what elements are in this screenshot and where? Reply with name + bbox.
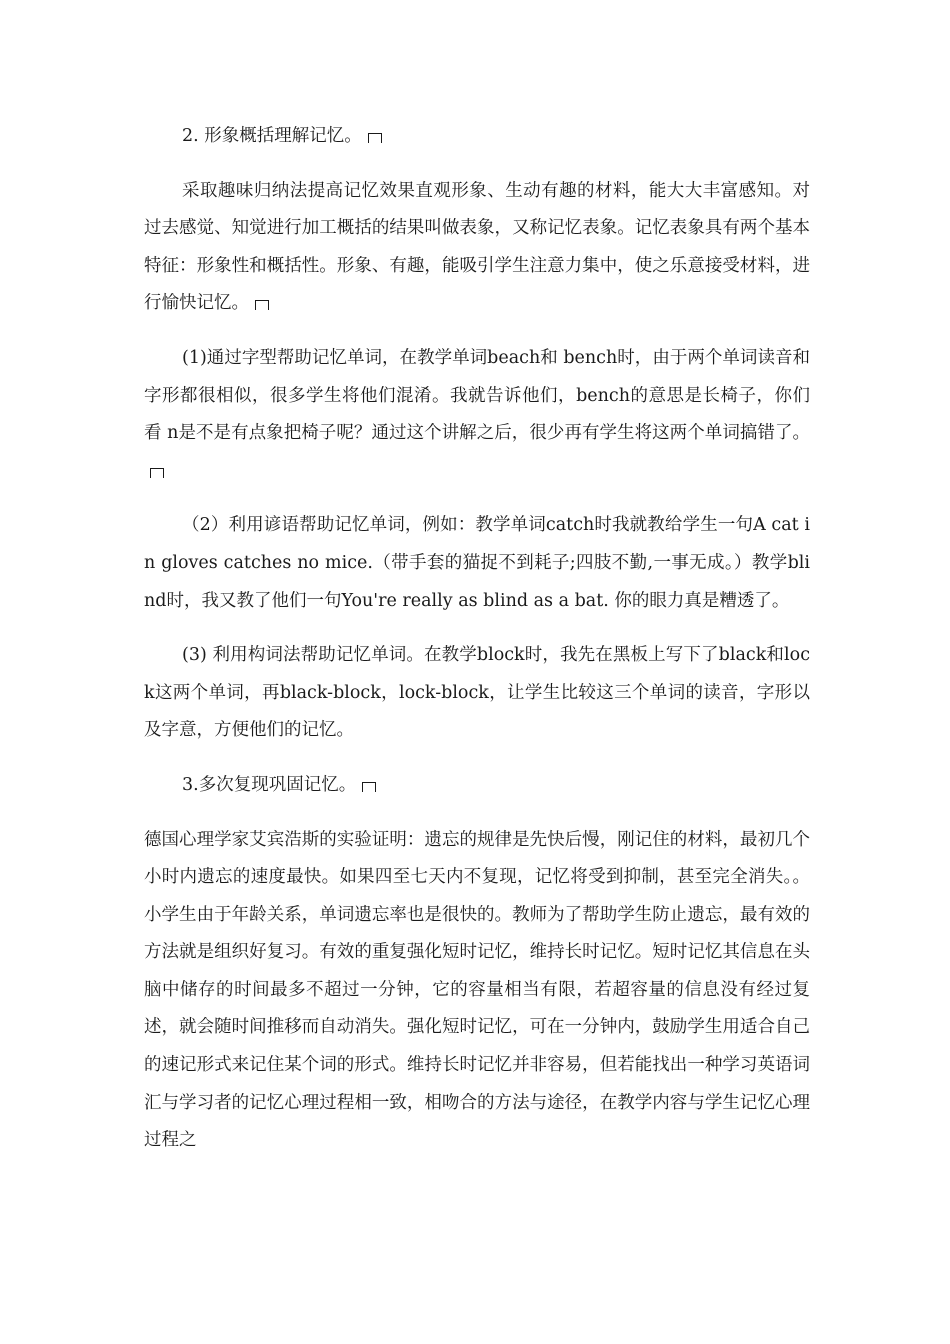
paragraph-item-2 [144, 507, 810, 620]
section-heading-2 [144, 118, 810, 156]
return-mark-icon [362, 782, 376, 792]
section-heading-3 [144, 767, 810, 805]
return-mark-icon [368, 133, 382, 143]
paragraph-review [144, 822, 810, 1160]
paragraph-text: 采取趣味归纳法提高记忆效果直观形象、生动有趣的材料，能大大丰富感知。对过去感觉、知觉进行加工概括的结果叫做表象，又称记忆表象。记忆表象具有两个基本特征：形象性和概括性。形象、有趣，能吸引学生注意力集中，使之乐意接受材料，进行愉快记忆。 [144, 180, 810, 314]
paragraph-text: (1)通过字型帮助记忆单词，在教学单词beach和 bench时，由于两个单词读音和字形都很相似，很多学生将他们混淆。我就告诉他们，bench的意思是长椅子，你们看 n是不是有点象把椅子呢？通过这个讲解之后，很少再有学生将这两个单词搞错了。 [144, 347, 810, 444]
paragraph-item-1 [144, 340, 810, 490]
return-mark-icon [150, 468, 164, 478]
paragraph-text: (3) 利用构词法帮助记忆单词。在教学block时，我先在黑板上写下了black和lock这两个单词，再black-block，lock-block，让学生比较这三个单词的读音，字形以及字意，方便他们的记忆。 [144, 645, 810, 741]
paragraph-text: 德国心理学家艾宾浩斯的实验证明：遗忘的规律是先快后慢，刚记住的材料，最初几个小时内遗忘的速度最快。如果四至七天内不复现，记忆将受到抑制，甚至完全消失。。小学生由于年龄关系，单词遗忘率也是很快的。教师为了帮助学生防止遗忘，最有效的方法就是组织好复习。有效的重复强化短时记忆，维持长时记忆。短时记忆其信息在头脑中储存的时间最多不超过一分钟，它的容量相当有限，若超容量的信息没有经过复述，就会随时间推移而自动消失。强化短时记忆，可在一分钟内，鼓励学生用适合自己的速记形式来记住某个词的形式。维持长时记忆并非容易，但若能找出一种学习英语词汇与学习者的记忆心理过程相一致，相吻合的方法与途径，在教学内容与学生记忆心理过程之 [144, 829, 810, 1151]
heading-text: 2. 形象概括理解记忆。 [182, 126, 362, 146]
return-mark-icon [255, 300, 269, 310]
heading-text: 3.多次复现巩固记忆。 [182, 774, 357, 795]
document-page [144, 118, 810, 1177]
paragraph-text: （2）利用谚语帮助记忆单词，例如：教学单词catch时我就教给学生一句A cat in gloves catches no mice.（带手套的猫捉不到耗子;四肢不勤,一事无成。）教学blind时，我又教了他们一句You're really as blind as a bat. 你的眼力真是糟透了。 [144, 515, 810, 611]
paragraph-intro [144, 173, 810, 323]
paragraph-item-3 [144, 637, 810, 750]
